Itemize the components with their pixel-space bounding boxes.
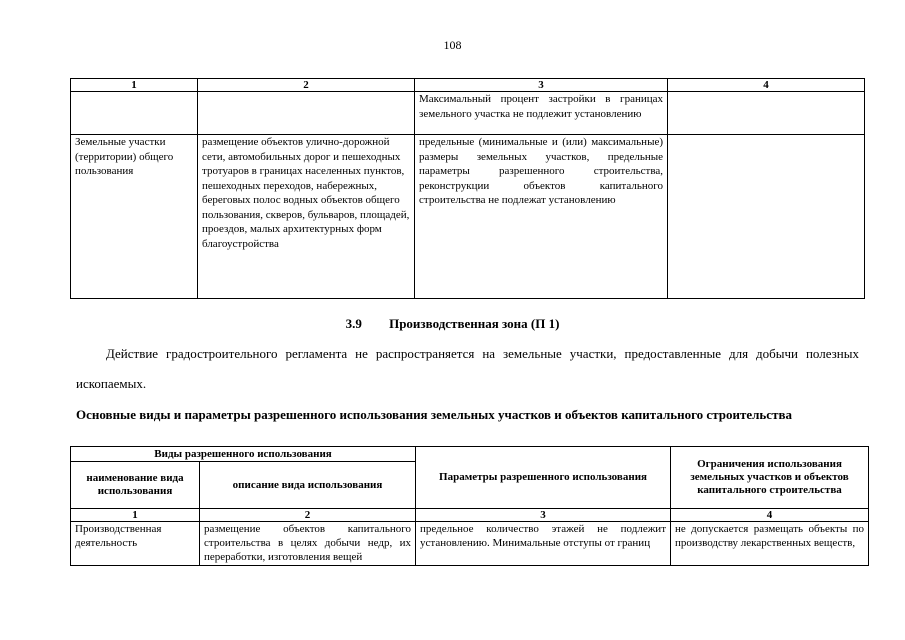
- column-number: 1: [71, 509, 200, 522]
- column-number: 2: [200, 509, 416, 522]
- column-header: Ограничения использования земельных участков и объектов капитального строительства: [671, 447, 869, 509]
- column-header: наименование вида использования: [71, 462, 200, 509]
- column-number-row: [71, 79, 865, 92]
- column-number: 3: [416, 509, 671, 522]
- column-number: 4: [671, 509, 869, 522]
- production-zone-table: [70, 446, 869, 566]
- section-title: Производственная зона (П 1): [389, 316, 560, 331]
- table-cell: размещение объектов улично-дорожной сети, автомобильных дорог и пешеходных тротуаров в границах населенных пунктов, пешеходных переходов, набережных, береговых полос водных объектов общего пользования, скверов, бульваров, площадей, проездов, малых архитектурных форм благоустройства: [198, 135, 415, 299]
- table-cell: Производственная деятельность: [71, 522, 200, 566]
- section-heading: [0, 316, 905, 332]
- group-header: Виды разрешенного использования: [71, 447, 416, 462]
- table-cell: Земельные участки (территории) общего пользования: [71, 135, 198, 299]
- paragraph-text: Действие градостроительного регламента не распространяется на земельные участки, предоставленные для добычи полезных ископаемых.: [76, 346, 859, 391]
- permitted-use-table-continued: [70, 78, 865, 299]
- table-cell: предельное количество этажей не подлежит установлению. Минимальные отступы от границ: [416, 522, 671, 566]
- table-cell: предельные (минимальные и (или) максимальные) размеры земельных участков, предельные параметры разрешенного строительства, реконструкции объектов капитального строительства не подлежат установлению: [415, 135, 668, 299]
- section-number: 3.9: [345, 316, 362, 331]
- table-cell: не допускается размещать объекты по производству лекарственных веществ,: [671, 522, 869, 566]
- column-number: 1: [71, 79, 198, 92]
- column-number: 4: [668, 79, 865, 92]
- table-cell: [668, 92, 865, 135]
- table-row: [71, 522, 869, 566]
- table-row: [71, 92, 865, 135]
- table-caption: Основные виды и параметры разрешенного использования земельных участков и объектов капитального строительства: [76, 407, 792, 422]
- table-cell: [71, 92, 198, 135]
- table-cell: размещение объектов капитального строительства в целях добычи недр, их переработки, изготовления вещей: [200, 522, 416, 566]
- header-row: [71, 447, 869, 462]
- column-header: Параметры разрешенного использования: [416, 447, 671, 509]
- page-number: 108: [443, 38, 462, 52]
- table-row: [71, 135, 865, 299]
- body-paragraph: [76, 339, 859, 399]
- column-number: 3: [415, 79, 668, 92]
- column-header: описание вида использования: [200, 462, 416, 509]
- column-number: 2: [198, 79, 415, 92]
- table-cell: [668, 135, 865, 299]
- column-number-row: [71, 509, 869, 522]
- table-cell: [198, 92, 415, 135]
- table-cell: Максимальный процент застройки в границах земельного участка не подлежит установлению: [415, 92, 668, 135]
